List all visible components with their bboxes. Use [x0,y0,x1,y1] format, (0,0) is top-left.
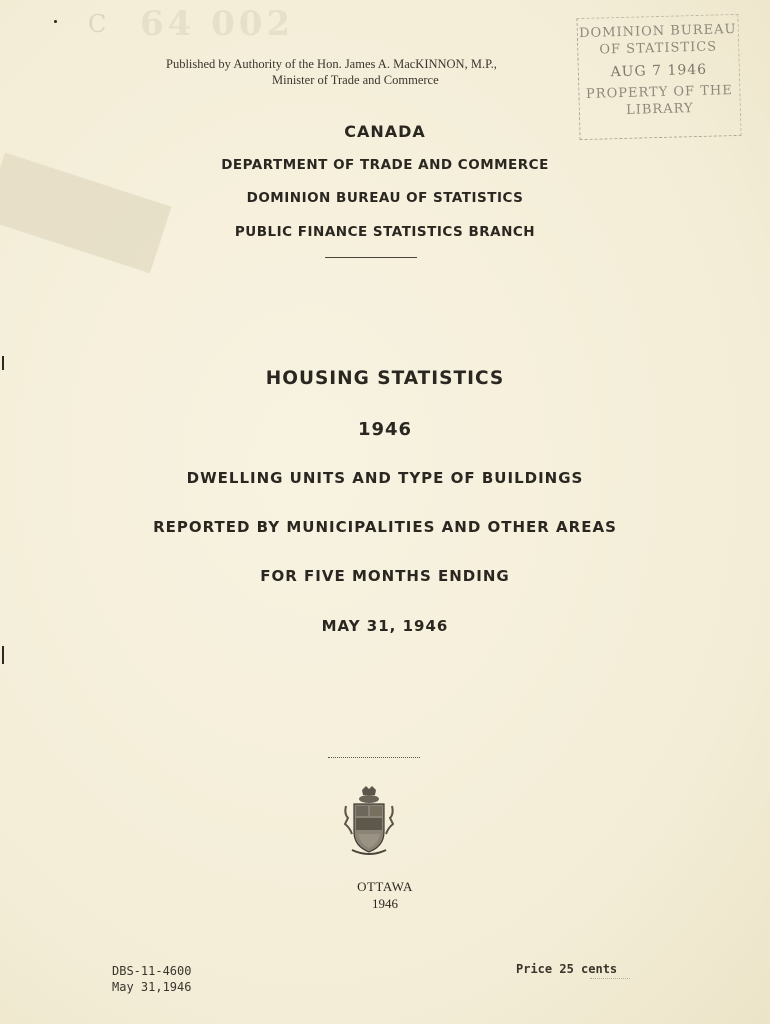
document-date: May 31,1946 [112,980,192,994]
speck-mark [54,20,57,23]
catalogue-number: 64 002 [140,4,295,44]
coat-of-arms-icon [342,784,396,860]
country-heading: CANADA [344,122,426,141]
stamp-line-2: OF STATISTICS [599,39,718,58]
bureau-heading: DOMINION BUREAU OF STATISTICS [246,190,524,206]
dotted-divider [328,757,420,758]
subtitle-line-4: MAY 31, 1946 [321,617,449,635]
imprint-year: 1946 [372,896,398,911]
imprint-city: OTTAWA [357,879,413,894]
stamp-line-1: DOMINION BUREAU [578,21,737,42]
price-label: Price 25 cents [516,962,618,976]
document-title: HOUSING STATISTICS [265,368,505,389]
document-year: 1946 [357,419,413,440]
document-code: DBS-11-4600 [112,964,192,978]
subtitle-line-3: FOR FIVE MONTHS ENDING [260,567,510,585]
edge-mark [2,356,4,370]
subtitle-line-2: REPORTED BY MUNICIPALITIES AND OTHER AREAS [153,518,617,536]
publication-authority: Published by Authority of the Hon. James A. MacKINNON, M.P., [166,57,497,71]
stamp-line-4: LIBRARY [625,101,694,118]
price-underline [590,978,630,979]
publication-minister: Minister of Trade and Commerce [272,73,439,87]
edge-mark [2,646,4,664]
branch-heading: PUBLIC FINANCE STATISTICS BRANCH [234,224,536,240]
catalogue-prefix: C [88,10,107,38]
subtitle-line-1: DWELLING UNITS AND TYPE OF BUILDINGS [186,469,584,487]
department-heading: DEPARTMENT OF TRADE AND COMMERCE [221,157,549,173]
stamp-line-3: PROPERTY OF THE [585,83,733,102]
stamp-date: AUG 7 1946 [610,61,708,81]
divider-rule [325,257,417,258]
